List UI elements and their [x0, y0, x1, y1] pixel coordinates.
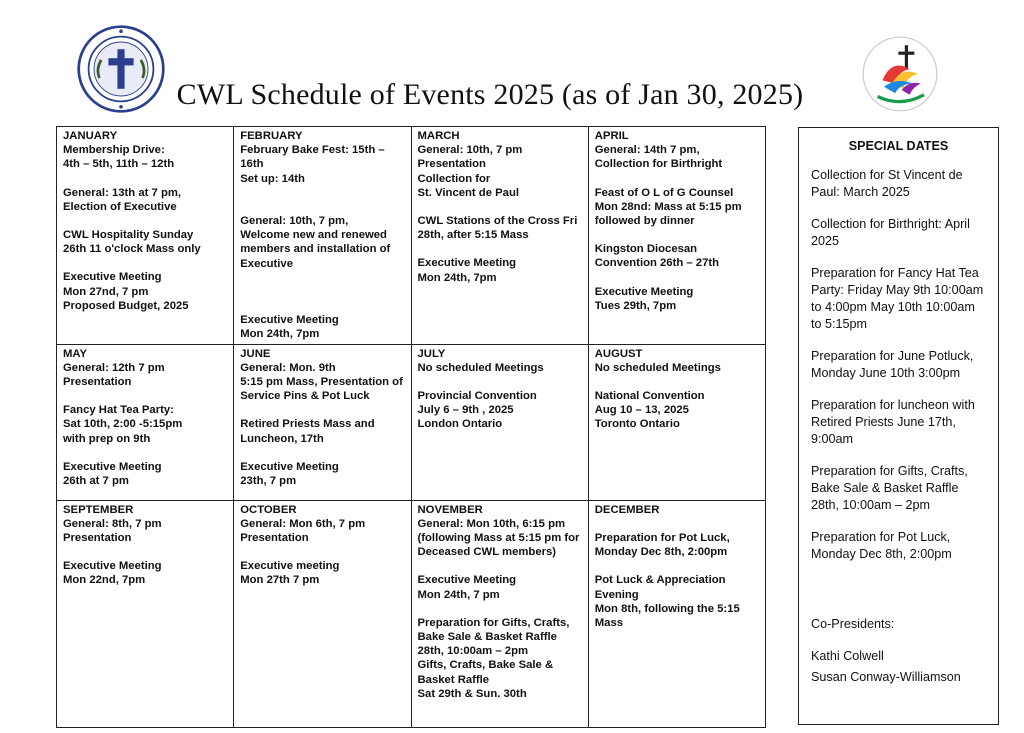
president-name: Kathi Colwell	[811, 649, 884, 663]
event-line: General: 13th at 7 pm,	[63, 186, 182, 199]
event-line: Luncheon, 17th	[240, 432, 324, 445]
event-line: Preparation for Gifts, Crafts, Bake Sale & Basket Raffle 28th, 10:00am – 2pm	[417, 616, 570, 658]
event-block	[595, 361, 760, 375]
event-line: Tues 29th, 7pm	[594, 299, 677, 312]
event-line: General: Mon 6th, 7 pm	[240, 517, 366, 530]
event-block	[240, 417, 405, 445]
event-line: General: 10th, 7 pm	[417, 144, 523, 157]
event-line: Welcome new and renewed members and installation of Executive	[240, 229, 391, 270]
event-block	[595, 143, 760, 171]
event-line: Mon 27th 7 pm	[240, 574, 320, 587]
event-block	[418, 389, 583, 432]
event-line: Executive Meeting	[63, 560, 162, 573]
event-block	[418, 214, 583, 242]
month-cell-december	[588, 500, 765, 727]
event-line: Election of Executive	[63, 200, 177, 213]
month-cell-october	[234, 500, 411, 727]
event-block	[240, 200, 405, 271]
event-block	[63, 143, 228, 171]
event-block	[418, 517, 583, 560]
event-line: Mon 24th, 7pm	[240, 328, 320, 341]
event-line: July 6 – 9th , 2025	[417, 404, 514, 417]
event-line: General: 14th 7 pm,	[594, 144, 700, 157]
special-date-item: Preparation for Fancy Hat Tea Party: Friday May 9th 10:00am to 4:00pm May 10th 10:00am to 5:15pm	[811, 266, 984, 331]
event-block	[240, 143, 405, 186]
event-block	[240, 559, 405, 587]
event-line: Executive Meeting	[63, 460, 162, 473]
event-line: Collection for	[417, 172, 491, 185]
event-block	[595, 517, 760, 560]
event-line: Presentation	[417, 158, 486, 171]
event-line: Executive Meeting	[594, 285, 694, 298]
event-line: No scheduled Meetings	[594, 361, 721, 374]
event-line: No scheduled Meetings	[417, 361, 544, 374]
event-line: General: 12th 7 pm	[63, 361, 165, 374]
event-line: Executive Meeting	[240, 314, 339, 327]
special-date-item: Preparation for June Potluck, Monday June 10th 3:00pm	[811, 349, 974, 380]
event-block	[63, 559, 228, 587]
event-line: Mon 24th, 7 pm	[417, 588, 500, 601]
event-block	[595, 573, 760, 630]
event-line: Provincial Convention	[417, 390, 537, 403]
event-block	[595, 186, 760, 229]
month-name: FEBRUARY	[240, 130, 303, 142]
month-cell-august	[588, 344, 765, 500]
event-line: General: Mon 10th, 6:15 pm (following Mass at 5:15 pm for Deceased CWL members)	[417, 517, 580, 559]
month-cell-july	[411, 344, 588, 500]
event-block	[240, 460, 405, 488]
month-name: MARCH	[417, 130, 460, 142]
event-line: Monday Dec 8th, 2:00pm	[594, 546, 728, 559]
month-name: JUNE	[240, 347, 271, 360]
co-presidents-label: Co-Presidents:	[811, 617, 895, 631]
month-cell-april	[588, 127, 765, 345]
event-block	[240, 517, 405, 545]
event-line	[595, 517, 760, 531]
event-line: General: Mon. 9th	[240, 361, 336, 374]
event-line: Collection for Birthright	[594, 158, 723, 171]
month-name: NOVEMBER	[417, 503, 483, 516]
month-cell-march	[411, 127, 588, 345]
event-line: 5:15 pm Mass, Presentation of Service Pins & Pot Luck	[240, 376, 403, 403]
event-block	[63, 517, 228, 545]
event-line: General: 10th, 7 pm,	[240, 215, 349, 228]
events-calendar-table	[56, 126, 766, 728]
event-line: Sat 10th, 2:00 -5:15pm	[63, 418, 183, 431]
event-line: Presentation	[63, 376, 132, 389]
event-line: Mon 8th, following the 5:15 Mass	[594, 602, 740, 630]
event-line: Membership Drive:	[63, 144, 165, 157]
event-block	[418, 256, 583, 284]
month-name: MAY	[63, 347, 88, 360]
event-line: Mon 28nd: Mass at 5:15 pm followed by dinner	[594, 200, 742, 228]
event-block	[63, 361, 228, 389]
event-block	[418, 361, 583, 375]
month-cell-november	[411, 500, 588, 727]
event-block	[595, 242, 760, 270]
event-line: Executive Meeting	[417, 574, 517, 587]
special-date-item: Preparation for Gifts, Crafts, Bake Sale & Basket Raffle 28th, 10:00am – 2pm	[811, 464, 968, 512]
special-date-item: Preparation for Pot Luck, Monday Dec 8th, 2:00pm	[811, 530, 952, 561]
special-date-item: Collection for Birthright: April 2025	[811, 217, 970, 248]
event-line: Mon 22nd, 7pm	[63, 574, 146, 587]
month-name: OCTOBER	[240, 503, 297, 516]
event-line: London Ontario	[417, 418, 503, 431]
event-line: St. Vincent de Paul	[417, 186, 519, 199]
event-line	[240, 285, 405, 299]
event-line: Proposed Budget, 2025	[63, 299, 189, 312]
event-line: Sat 29th & Sun. 30th	[417, 687, 527, 700]
event-line: Fancy Hat Tea Party:	[63, 404, 174, 417]
event-block	[63, 270, 228, 313]
month-cell-february	[234, 127, 411, 345]
event-line: CWL Hospitality Sunday	[63, 229, 194, 242]
event-line: Executive meeting	[240, 560, 340, 573]
event-line: Mon 27nd, 7 pm	[63, 285, 149, 298]
event-block	[418, 616, 583, 701]
event-line: 26th 11 o'clock Mass only	[63, 243, 201, 256]
event-line: Pot Luck & Appreciation Evening	[594, 574, 726, 601]
event-line: Retired Priests Mass and	[240, 418, 375, 431]
event-block	[418, 143, 583, 200]
event-line: 23th, 7 pm	[240, 475, 297, 488]
event-line: General: 8th, 7 pm	[63, 517, 162, 530]
event-line: National Convention	[594, 390, 705, 403]
month-name: AUGUST	[594, 347, 643, 360]
event-line: 26th at 7 pm	[63, 475, 129, 488]
event-line: Mon 24th, 7pm	[417, 271, 497, 284]
event-block	[418, 573, 583, 601]
event-line: Executive Meeting	[63, 271, 162, 284]
special-dates-panel	[798, 127, 999, 725]
event-line: February Bake Fest: 15th – 16th	[240, 144, 385, 171]
event-line: Convention 26th – 27th	[594, 257, 720, 270]
event-block	[63, 228, 228, 256]
event-line: CWL Stations of the Cross Fri 28th, after 5:15 Mass	[417, 215, 578, 242]
event-line: Aug 10 – 13, 2025	[594, 404, 689, 417]
month-cell-june	[234, 344, 411, 500]
month-cell-january	[57, 127, 234, 345]
event-line: 4th – 5th, 11th – 12th	[63, 158, 175, 171]
special-date-item: Collection for St Vincent de Paul: March 2025	[811, 168, 963, 199]
event-line	[240, 200, 405, 214]
event-line: Executive Meeting	[417, 257, 517, 270]
event-line: Set up: 14th	[240, 172, 305, 185]
event-line: Presentation	[240, 532, 309, 545]
event-block	[63, 403, 228, 446]
month-cell-may	[57, 344, 234, 500]
special-date-item: Preparation for luncheon with Retired Priests June 17th, 9:00am	[811, 398, 975, 446]
event-line: Feast of O L of G Counsel	[594, 186, 734, 199]
event-line: Presentation	[63, 532, 132, 545]
month-name: SEPTEMBER	[63, 503, 134, 516]
month-name: APRIL	[594, 130, 629, 142]
month-cell-september	[57, 500, 234, 727]
event-line	[240, 299, 405, 313]
event-line: Preparation for Pot Luck,	[594, 532, 730, 545]
event-block	[595, 389, 760, 432]
month-name: JULY	[417, 347, 446, 360]
month-name: JANUARY	[63, 130, 118, 142]
event-block	[240, 285, 405, 342]
event-line: Executive Meeting	[240, 460, 339, 473]
event-line: Kingston Diocesan	[594, 243, 698, 256]
event-line: Gifts, Crafts, Bake Sale & Basket Raffle	[417, 659, 554, 686]
event-block	[63, 460, 228, 488]
event-block	[595, 285, 760, 313]
page-title: CWL Schedule of Events 2025 (as of Jan 30, 2025)	[176, 78, 804, 111]
event-block	[240, 361, 405, 404]
month-name: DECEMBER	[594, 503, 660, 516]
special-dates-heading: SPECIAL DATES	[848, 139, 949, 153]
event-block	[63, 186, 228, 214]
event-line: with prep on 9th	[63, 432, 151, 445]
event-line: Toronto Ontario	[594, 418, 680, 431]
president-name: Susan Conway-Williamson	[811, 670, 961, 684]
